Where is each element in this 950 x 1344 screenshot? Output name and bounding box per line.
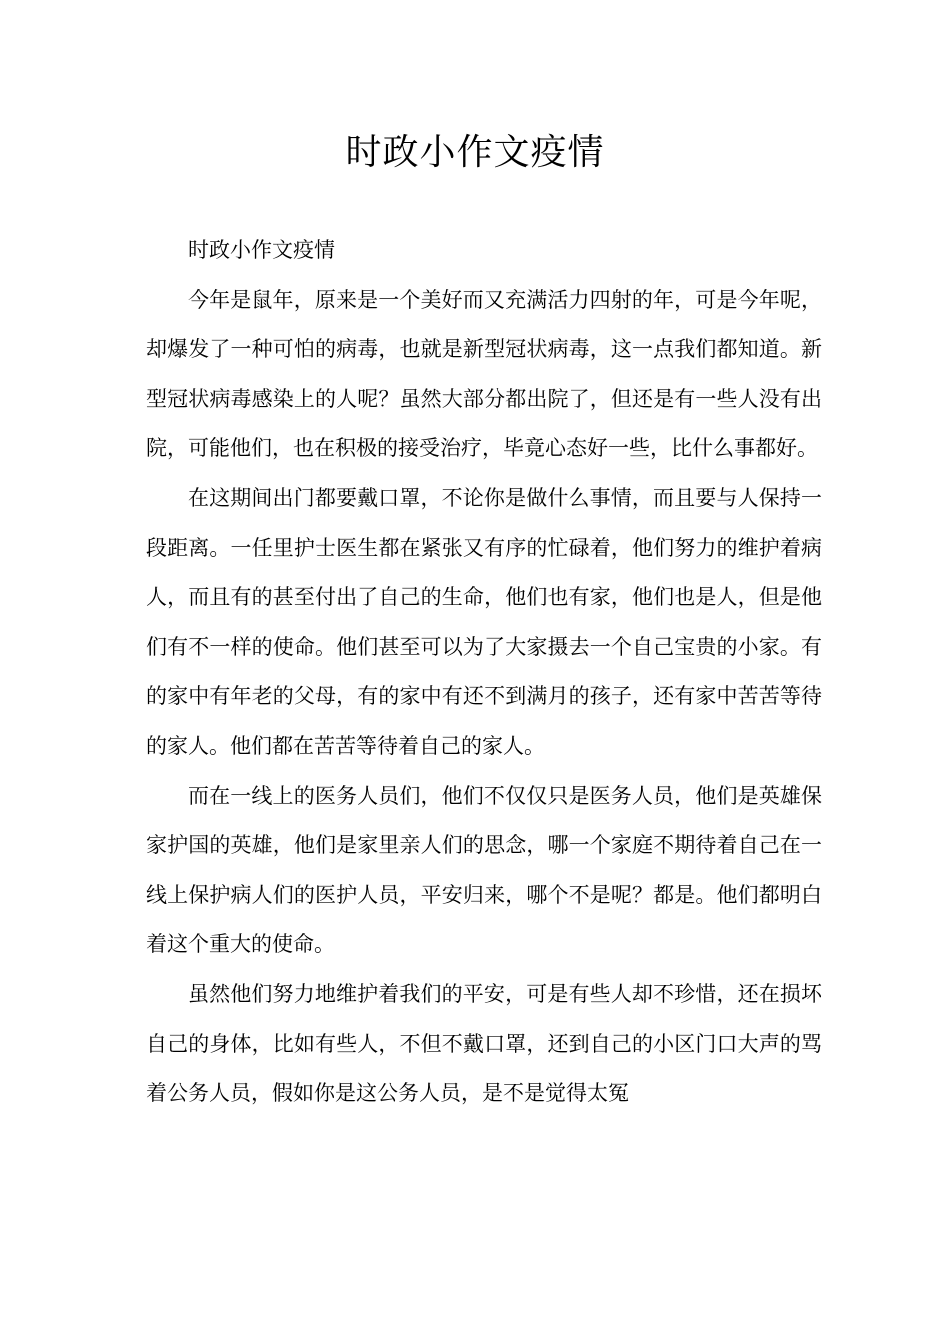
paragraph-2: 在这期间出门都要戴口罩，不论你是做什么事情，而且要与人保持一段距离。一任里护士医生都在紧张又有序的忙碌着，他们努力的维护着病人，而且有的甚至付出了自己的生命，他们也有家，他们也是人，但是他们有不一样的使命。他们甚至可以为了大家摄去一个自己宝贵的小家。有的家中有年老的父母，有的家中有还不到满月的孩子，还有家中苦苦等待的家人。他们都在苦苦等待着自己的家人。 — [146, 485, 822, 758]
paragraph-subtitle: 时政小作文疫情 — [188, 238, 335, 262]
document-title: 时政小作文疫情 — [345, 132, 605, 173]
document-body — [146, 226, 822, 1119]
paragraph-3: 而在一线上的医务人员们，他们不仅仅只是医务人员，他们是英雄保家护国的英雄，他们是家里亲人们的思念，哪一个家庭不期待着自己在一线上保护病人们的医护人员，平安归来，哪个不是呢？都是。他们都明白着这个重大的使命。 — [146, 783, 822, 957]
paragraph-4: 虽然他们努力地维护着我们的平安，可是有些人却不珍惜，还在损坏自己的身体，比如有些人，不但不戴口罩，还到自己的小区门口大声的骂着公务人员，假如你是这公务人员，是不是觉得太冤 — [146, 981, 822, 1106]
paragraph-1: 今年是鼠年，原来是一个美好而又充满活力四射的年，可是今年呢，却爆发了一种可怕的病毒，也就是新型冠状病毒，这一点我们都知道。新型冠状病毒感染上的人呢？虽然大部分都出院了，但还是有一些人没有出院，可能他们，也在积极的接受治疗，毕竟心态好一些，比什么事都好。 — [146, 287, 822, 461]
